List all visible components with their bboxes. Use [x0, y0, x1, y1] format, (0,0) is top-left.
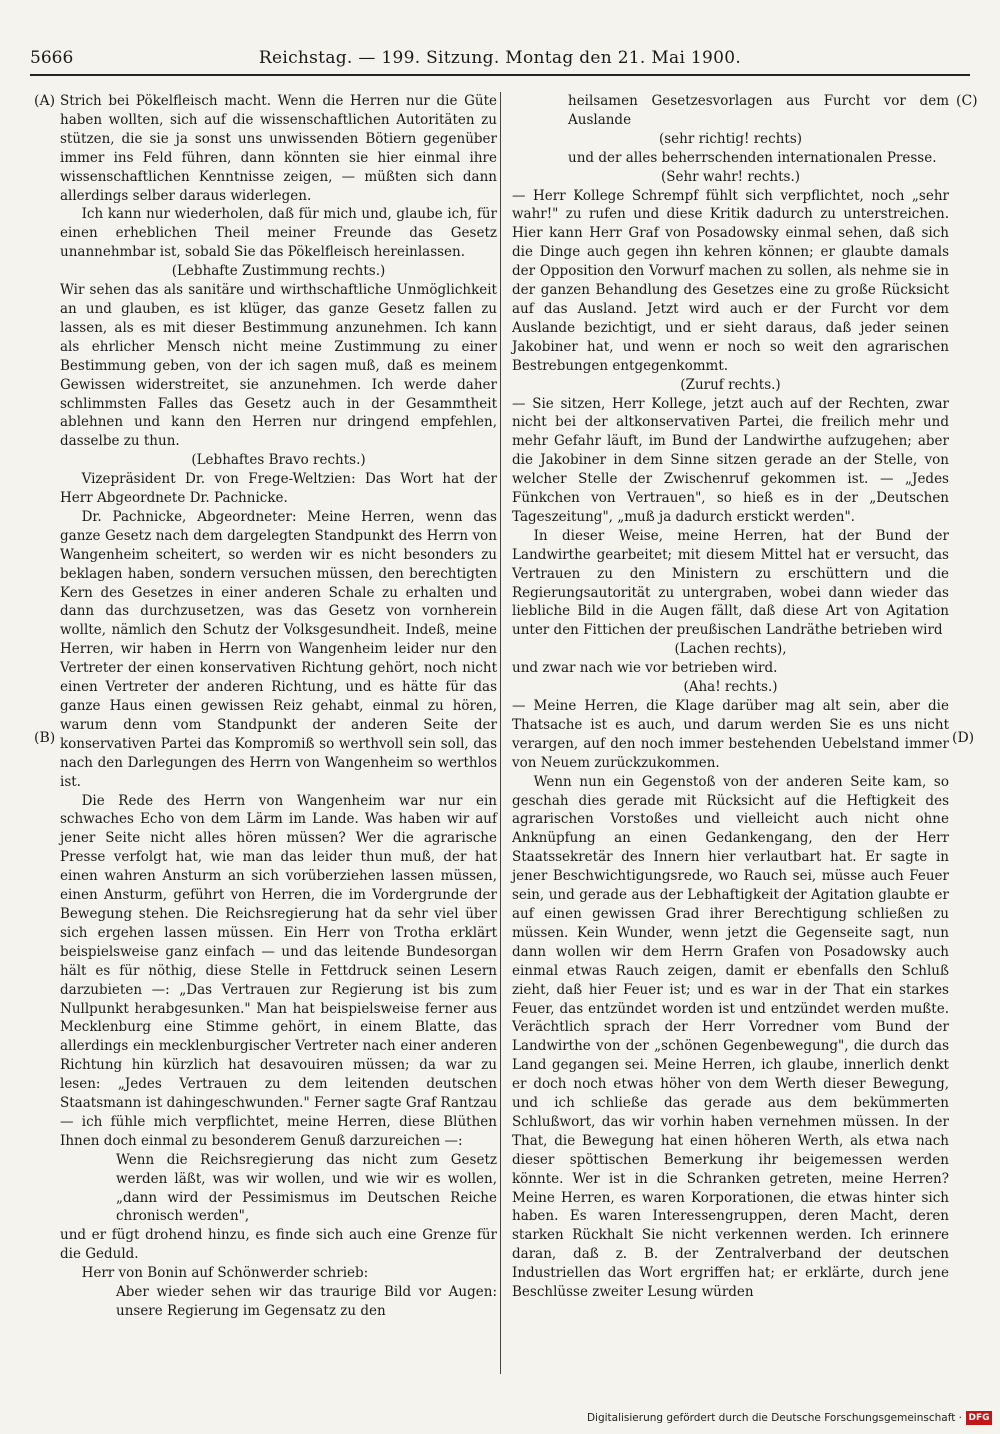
- running-head-title: Reichstag. — 199. Sitzung. Montag den 21. Mai 1900.: [258, 48, 742, 68]
- running-header: [30, 44, 970, 76]
- left-column: [60, 92, 497, 1321]
- paragraph: — Sie sitzen, Herr Kollege, jetzt auch auf der Rechten, zwar nicht bei der altkonservativen Partei, die freilich mehr und mehr Gefahr läuft, im Bund der Landwirthe aufzugehen; aber die Jakobiner in dem Sinne sitzen gerade an der Stelle, von welcher Stelle der Zwischenruf gekommen ist. — „Jedes Fünkchen von Vertrauen", so hieß es in der „Deutschen Tageszeitung", „muß ja dadurch erstickt werden".: [512, 395, 949, 525]
- interjection: (sehr richtig! rechts): [658, 130, 803, 147]
- interjection: (Zuruf rechts.): [680, 376, 781, 393]
- margin-marker-d: (D): [952, 730, 975, 746]
- paragraph: und zwar nach wie vor betrieben wird.: [512, 660, 778, 677]
- right-column: [512, 92, 949, 1302]
- page-number: 5666: [30, 48, 74, 68]
- block-quote: Aber wieder sehen wir das traurige Bild vor Augen: unsere Regierung im Gegensatz zu den: [116, 1284, 497, 1319]
- interjection: (Lachen rechts),: [674, 641, 787, 658]
- speaker-paragraph: Vizepräsident Dr. von Frege-Weltzien: Das Wort hat der Herr Abgeordnete Dr. Pachnicke.: [60, 471, 497, 507]
- dfg-logo-icon: DFG: [966, 1411, 992, 1425]
- footer-credit: Digitalisierung gefördert durch die Deutsche Forschungsgemeinschaft ·: [586, 1412, 962, 1424]
- digitization-footer: [586, 1411, 992, 1427]
- interjection: (Lebhaftes Bravo rechts.): [191, 452, 366, 469]
- interjection: (Lebhafte Zustimmung rechts.): [171, 263, 386, 280]
- interjection: (Aha! rechts.): [683, 679, 778, 696]
- paragraph: — Herr Kollege Schrempf fühlt sich verpflichtet, noch „sehr wahr!" zu rufen und diese Kritik dadurch zu unterstreichen. Hier kann Herr Graf von Posadowsky einmal sehen, daß sich die Dinge auch gegen ihn kehren können; er glaubte damals der Opposition den Vorwurf machen zu sollen, als nehme sie in der ganzen Behandlung des Gesetzes eine zu große Rücksicht auf das Ausland. Jetzt wird auch er der Furcht vor dem Auslande bezichtigt, und er sieht daraus, daß jeder seinen Jakobiner hat, und wenn er noch so weit den agrarischen Bestrebungen entgegenkommt.: [512, 187, 949, 374]
- margin-marker-c: (C): [956, 93, 978, 109]
- paragraph: — Meine Herren, die Klage darüber mag alt sein, aber die Thatsache ist es auch, und darum werden Sie es uns nicht verargen, auf den noch immer bestehenden Uebelstand immer von Neuem zurückzukommen.: [512, 698, 949, 771]
- block-quote: und der alles beherrschenden internationalen Presse.: [568, 149, 937, 166]
- margin-marker-b: (B): [34, 730, 56, 746]
- paragraph: Wir sehen das als sanitäre und wirthschaftliche Unmöglichkeit an und glauben, es ist klüger, das ganze Gesetz fallen zu lassen, als es mit dieser Bestimmung anzunehmen. Ich kann als ehrlicher Mensch nicht meine Zustimmung zu einer Bestimmung geben, von der ich sagen muß, daß es meinem Gewissen widerstreitet, sie anzunehmen. Ich werde daher schlimmsten Falles das Gesetz auch in der Gesammtheit ablehnen und kann den Herren nur dringend empfehlen, dasselbe zu thun.: [60, 282, 497, 450]
- column-divider: [500, 92, 501, 1374]
- paragraph: Die Rede des Herrn von Wangenheim war nur ein schwaches Echo von dem Lärm im Lande. Was haben wir auf jener Seite nicht alles hören müssen? Wer die agrarische Presse verfolgt hat, wie man das leider thun muß, der hat einen wahren Ansturm an sich vorüberziehen lassen müssen, einen Ansturm, geführt von Herren, die im Vordergrunde der Bewegung stehen. Die Reichsregierung hat da sehr viel über sich ergehen lassen müssen. Ein Herr von Trotha erklärt beispielsweise ganz einfach — und das leitende Bundesorgan hält es für nöthig, diese Stelle in Fettdruck seinen Lesern darzubieten —: „Das Vertrauen zur Regierung ist bis zum Nullpunkt herabgesunken." Man hat beispielsweise ferner aus Mecklenburg eine Stimme gehört, in einem Blatte, das allerdings ein mecklenburgischer Vertreter nach einer anderen Richtung hin kürzlich hat desavouiren müssen; da war zu lesen: „Jedes Vertrauen zu dem leitenden deutschen Staatsmann ist dahingeschwunden." Ferner sagte Graf Rantzau — ich fühle mich verpflichtet, meine Herren, diese Blüthen Ihnen doch einmal zu besonderem Genuß darzureichen —:: [60, 792, 497, 1149]
- paragraph: Herr von Bonin auf Schönwerder schrieb:: [81, 1265, 369, 1282]
- margin-marker-a: (A): [34, 93, 56, 109]
- paragraph: und er fügt drohend hinzu, es finde sich auch eine Grenze für die Geduld.: [60, 1227, 497, 1263]
- speaker-paragraph: Dr. Pachnicke, Abgeordneter: Meine Herren, wenn das ganze Gesetz nach dem dargelegten Standpunkt des Herrn von Wangenheim scheitert, so werden wir es nicht besonders zu beklagen haben, sondern versuchen müssen, den berechtigten Kern des Gesetzes in einer anderen Schale zu erhalten und dann das durchzusetzen, was das Gesetz von vornherein wollte, nämlich den Schutz der Volksgesundheit. Indeß, meine Herren, wir haben in Herrn von Wangenheim leider nur den Vertreter der einen konservativen Richtung gehört, noch nicht einen Vertreter der anderen Richtung, und es hätte für das ganze Haus einen gewissen Reiz gehabt, einmal zu hören, warum denn vom Standpunkt der anderen Seite der konservativen Partei das Kompromiß so werthvoll sein soll, das nach den Darlegungen des Herrn von Wangenheim so werthlos ist.: [60, 508, 497, 790]
- paragraph: Wenn nun ein Gegenstoß von der anderen Seite kam, so geschah dies gerade mit Rücksicht auf die Heftigkeit des agrarischen Vorstoßes und vielleicht auch nicht ohne Anknüpfung an einen Gedankengang, den der Herr Staatssekretär des Innern hier verlautbart hat. Er sagte in jener Beschwichtigungsrede, wo Rauch sei, müsse auch Feuer sein, und gerade aus der Lebhaftigkeit der Agitation glaubte er auf einen gewissen Grad ihrer Berechtigung schließen zu müssen. Kein Wunder, wenn jetzt die Gegenseite sagt, nun dann wollen wir dem Herrn Grafen von Posadowsky auch einmal etwas Rauch zeigen, damit er ebenfalls den Schluß zieht, daß hier Feuer ist; und es war in der That ein starkes Feuer, das entzündet worden ist und entzündet werden mußte. Verächtlich sprach der Herr Vorredner vom Bund der Landwirthe von der „schönen Gegenbewegung", die durch das Land gegangen sei. Meine Herren, ich glaube, innerlich denkt er doch noch etwas höher von dem Werth dieser Bewegung, und ich schließe das gerade aus dem bekümmerten Schlußwort, das wir vorhin haben vernehmen müssen. In der That, die Bewegung hat einen höheren Werth, als etwa nach dieser spöttischen Bemerkung ihr beigemessen werden könnte. Wer ist in die Schranken getreten, meine Herren? Meine Herren, es waren Korporationen, die etwas hinter sich haben. Es waren Interessengruppen, deren Macht, deren starken Rückhalt Sie nicht verkennen werden. Ich erinnere daran, daß z. B. der Zentralverband der deutschen Industriellen das Wort ergriffen hat; er erklärte, durch jene Beschlüsse zweiter Lesung würden: [512, 773, 949, 1301]
- paragraph: Ich kann nur wiederholen, daß für mich und, glaube ich, für einen erheblichen Theil meiner Freunde das Gesetz unannehmbar ist, sobald Sie das Pökelfleisch hereinlassen.: [60, 206, 497, 261]
- paragraph: In dieser Weise, meine Herren, hat der Bund der Landwirthe gearbeitet; mit diesem Mittel hat er versucht, das Vertrauen zu den Ministern zu erschüttern und die Regierungsautorität zu untergraben, wobei dann wieder das liebliche Bild in die Augen fällt, daß diese Art von Agitation unter den Fittichen der preußischen Landräthe betrieben wird: [512, 527, 949, 639]
- block-quote: Wenn die Reichsregierung das nicht zum Gesetz werden läßt, was wir wollen, und wie wir es wollen, „dann wird der Pessimismus im Deutschen Reiche chronisch werden",: [116, 1151, 497, 1225]
- interjection: (Sehr wahr! rechts.): [660, 168, 801, 185]
- block-quote: heilsamen Gesetzesvorlagen aus Furcht vor dem Auslande: [568, 93, 949, 128]
- paragraph: Strich bei Pökelfleisch macht. Wenn die Herren nur die Güte haben wollten, sich auf die wissenschaftlichen Autoritäten zu stützen, die sie ja sonst uns unwissenden Bötiern gegenüber immer ins Feld führen, dann könnten sie hier einmal ihre wissenschaftlichen Kenntnisse zeigen, — müßten sich dann allerdings selber daraus widerlegen.: [60, 93, 497, 204]
